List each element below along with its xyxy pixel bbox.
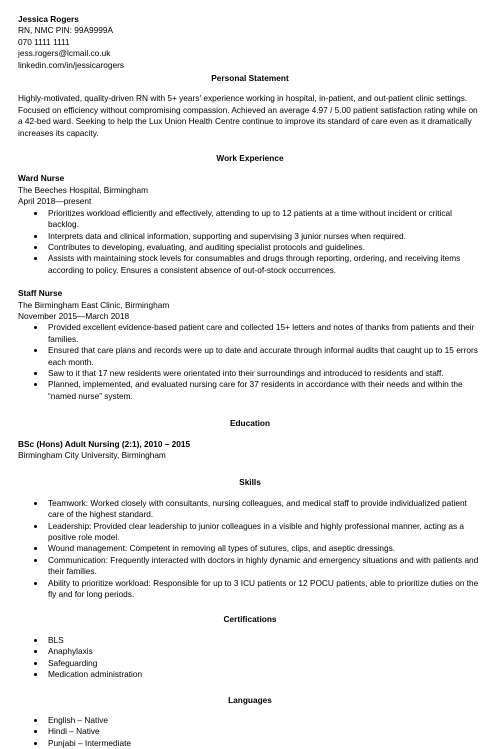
job-bullet: • Interprets data and clinical information, supporting and supervising 3 junior nurses when required. (46, 231, 482, 242)
section-heading-skills: Skills (239, 477, 261, 488)
certification-item: • BLS (46, 635, 482, 646)
skills-list (18, 498, 482, 601)
certification-item: • Safeguarding (46, 658, 482, 669)
certifications-list (18, 635, 482, 681)
job-bullet: • Ensured that care plans and records were up to date and accurate through informal audits that caught up to 15 errors each month. (46, 345, 482, 368)
degree-title: BSc (Hons) Adult Nursing (2:1), 2010 – 2015 (18, 438, 191, 449)
skill-item: • Wound management: Competent in removing all types of sutures, clips, and aseptic dressings. (46, 543, 482, 554)
job-entry (18, 173, 482, 276)
job-bullets (18, 208, 482, 276)
email-address: jess.rogers@lcmail.co.uk (18, 48, 111, 59)
job-dates: April 2018—present (18, 196, 92, 207)
job-dates: November 2015—March 2018 (18, 310, 130, 321)
personal-statement-text: Highly-motivated, quality-driven RN with 5+ years' experience working in hospital, in-patient, and out-patient clinic settings. Focused on efficiency without compromising compassion. Achieved an average 4.97 / 5.00 patient satisfaction rating while on a 42-bed ward. Seeking to help the Lux Union Health Centre continue to improve its standard of care even as it dramatically increases its capacity. (18, 93, 478, 138)
job-bullet: • Prioritizes workload efficiently and effectively, attending to up to 12 patients at a time without incident or critical backlog. (46, 208, 482, 231)
languages-list (18, 715, 482, 749)
phone-number: 070 1111 1111 (18, 36, 70, 47)
certification-item: • Anaphylaxis (46, 646, 482, 657)
job-bullet: • Saw to it that 17 new residents were orientated into their surroundings and introduced to residents and staff. (46, 368, 482, 379)
language-item: • Punjabi – Intermediate (46, 738, 482, 749)
nursing-credential: RN, NMC PIN: 99A9999A (18, 25, 113, 36)
job-bullet: • Contributes to developing, evaluating, and auditing specialist protocols and guidelines. (46, 242, 482, 253)
language-item: • English – Native (46, 715, 482, 726)
language-item: • Hindi – Native (46, 726, 482, 737)
job-entry (18, 288, 482, 402)
skill-item: • Leadership: Provided clear leadership to junior colleagues in a visible and highly professional manner, acting as a positive role model. (46, 521, 482, 544)
skill-item: • Communication: Frequently interacted with doctors in highly dynamic and emergency situations and with patients and their families. (46, 555, 482, 578)
section-heading-certifications: Certifications (223, 614, 277, 625)
section-heading-experience: Work Experience (216, 153, 284, 164)
school-name: Birmingham City University, Birmingham (18, 450, 166, 460)
skill-item: • Ability to prioritize workload: Responsible for up to 3 ICU patients or 12 POCU patients, able to prioritize duties on the fly and for long periods. (46, 578, 482, 601)
candidate-name: Jessica Rogers (18, 14, 79, 24)
job-employer: The Beeches Hospital, Birmingham (18, 184, 149, 195)
certification-item: • Medication administration (46, 669, 482, 680)
job-employer: The Birmingham East Clinic, Birmingham (18, 299, 170, 310)
job-bullet: • Assists with maintaining stock levels for consumables and drugs through reporting, ordering, and receiving items according to policy. Ensures a consistent absence of out-of-stock occurrences. (46, 253, 482, 276)
section-heading-education: Education (229, 418, 271, 429)
job-title: Staff Nurse (18, 288, 63, 299)
job-bullet: • Planned, implemented, and evaluated nursing care for 37 residents in accordance with their needs and within the “named nurse” system. (46, 379, 482, 402)
job-title: Ward Nurse (18, 173, 65, 184)
skill-item: • Teamwork: Worked closely with consultants, nursing colleagues, and medical staff to provide individualized patient care of the highest standard. (46, 498, 482, 521)
section-heading-statement: Personal Statement (211, 73, 289, 84)
job-bullets (18, 322, 482, 402)
linkedin-url: linkedin.com/in/jessicarogers (18, 59, 125, 70)
job-bullet: • Provided excellent evidence-based patient care and collected 15+ letters and notes of thanks from patients and their families. (46, 322, 482, 345)
contact-block (18, 14, 482, 71)
section-heading-languages: Languages (228, 694, 272, 705)
